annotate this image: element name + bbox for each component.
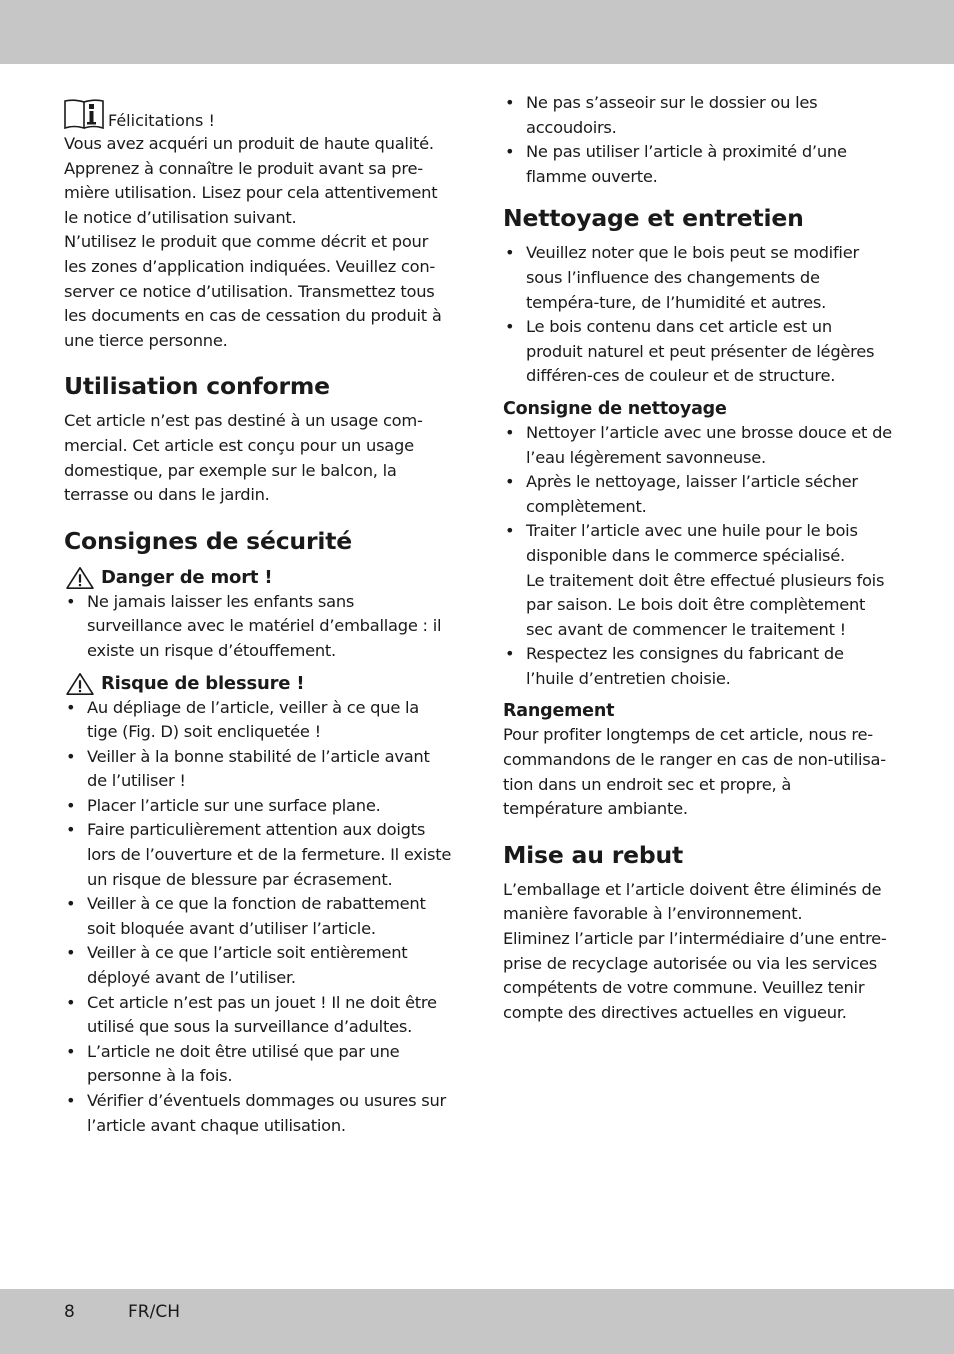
treatment-note: Le traitement doit être effectué plusieurs fois par saison. Le bois doit être complètement sec avant de commencer le traitement ! bbox=[526, 570, 885, 639]
list-item: • Vérifier d’éventuels dommages ou usures sur l’article avant chaque utilisation. bbox=[64, 1089, 452, 1138]
securite-more-list bbox=[503, 91, 893, 189]
section-title-securite: Consignes de sécurité bbox=[64, 526, 352, 555]
manual-info-icon bbox=[64, 98, 104, 130]
list-item-text: Traiter l’article avec une huile pour le bois disponible dans le commerce spécialisé. bbox=[526, 521, 858, 565]
page-number: 8 bbox=[64, 1302, 75, 1322]
intro-heading-row bbox=[64, 92, 452, 132]
list-item: • Le bois contenu dans cet article est un produit naturel et peut présenter de légères différen-ces de couleur et de structure. bbox=[503, 315, 893, 389]
list-item: • Veiller à ce que l’article soit entièrement déployé avant de l’utiliser. bbox=[64, 941, 452, 990]
list-item bbox=[503, 519, 893, 642]
warning-triangle-icon bbox=[64, 566, 96, 590]
list-item: • Ne jamais laisser les enfants sans surveillance avec le matériel d’emballage : il existe un risque d’étouffement. bbox=[64, 590, 452, 664]
intro-heading: Félicitations ! bbox=[108, 111, 215, 130]
right-column bbox=[503, 91, 893, 1025]
warning-triangle-icon bbox=[64, 672, 96, 696]
consigne-heading: Consigne de nettoyage bbox=[503, 398, 727, 419]
section-title-rebut: Mise au rebut bbox=[503, 840, 684, 869]
list-item: • Ne pas s’asseoir sur le dossier ou les accoudoirs. bbox=[503, 91, 893, 140]
danger-list bbox=[64, 590, 452, 664]
list-item: • Respectez les consignes du fabricant de l’huile d’entretien choisie. bbox=[503, 642, 893, 691]
header-bar bbox=[0, 0, 954, 64]
list-item: • Au dépliage de l’article, veiller à ce que la tige (Fig. D) soit encliquetée ! bbox=[64, 696, 452, 745]
intro-paragraph-1: Vous avez acquéri un produit de haute qualité. Apprenez à connaître le produit avant sa pre-mière utilisation. Lisez pour cela attentivement le notice d’utilisation suivant. bbox=[64, 134, 438, 227]
blessure-heading-row bbox=[64, 672, 452, 696]
list-item: • Nettoyer l’article avec une brosse douce et de l’eau légèrement savonneuse. bbox=[503, 421, 893, 470]
list-item: • L’article ne doit être utilisé que par une personne à la fois. bbox=[64, 1040, 452, 1089]
section-title-nettoyage: Nettoyage et entretien bbox=[503, 204, 804, 233]
rebut-paragraph-1: L’emballage et l’article doivent être éliminés de manière favorable à l’environnement. bbox=[503, 879, 882, 924]
list-item: • Veiller à la bonne stabilité de l’article avant de l’utiliser ! bbox=[64, 745, 452, 794]
blessure-heading: Risque de blessure ! bbox=[101, 672, 305, 694]
danger-heading-row bbox=[64, 566, 452, 590]
intro-paragraph-2: N’utilisez le produit que comme décrit et pour les zones d’application indiquées. Veuillez con-server ce notice d’utilisation. Transmettez tous les documents en cas de cessation du produit à une tierce personne. bbox=[64, 232, 442, 350]
list-item: • Ne pas utiliser l’article à proximité d’une flamme ouverte. bbox=[503, 140, 893, 189]
section-title-utilisation: Utilisation conforme bbox=[64, 372, 330, 401]
list-item: • Après le nettoyage, laisser l’article sécher complètement. bbox=[503, 470, 893, 519]
list-item: • Veuillez noter que le bois peut se modifier sous l’influence des changements de tempéra-ture, de l’humidité et autres. bbox=[503, 241, 893, 315]
nettoyage-list bbox=[503, 241, 893, 389]
list-item: • Placer l’article sur une surface plane. bbox=[64, 794, 452, 819]
consigne-list bbox=[503, 421, 893, 692]
blessure-list bbox=[64, 696, 452, 1139]
danger-heading: Danger de mort ! bbox=[101, 566, 273, 588]
language-code: FR/CH bbox=[128, 1302, 180, 1322]
list-item: • Cet article n’est pas un jouet ! Il ne doit être utilisé que sous la surveillance d’adultes. bbox=[64, 991, 452, 1040]
rangement-heading: Rangement bbox=[503, 701, 615, 722]
list-item: • Faire particulièrement attention aux doigts lors de l’ouverture et de la fermeture. Il existe un risque de blessure par écrasement. bbox=[64, 818, 452, 892]
rangement-text: Pour profiter longtemps de cet article, nous re-commandons de le ranger en cas de non-utilisa-tion dans un endroit sec et propre, à température ambiante. bbox=[503, 725, 886, 819]
list-item: • Veiller à ce que la fonction de rabattement soit bloquée avant d’utiliser l’article. bbox=[64, 892, 452, 941]
utilisation-text: Cet article n’est pas destiné à un usage com-mercial. Cet article est conçu pour un usage domestique, par exemple sur le balcon, la terrasse ou dans le jardin. bbox=[64, 411, 423, 505]
rebut-paragraph-2: Eliminez l’article par l’intermédiaire d’une entre-prise de recyclage autorisée ou via les services compétents de votre commune. Veuillez tenir compte des directives actuelles en vigueur. bbox=[503, 929, 887, 1022]
left-column bbox=[64, 92, 452, 1138]
